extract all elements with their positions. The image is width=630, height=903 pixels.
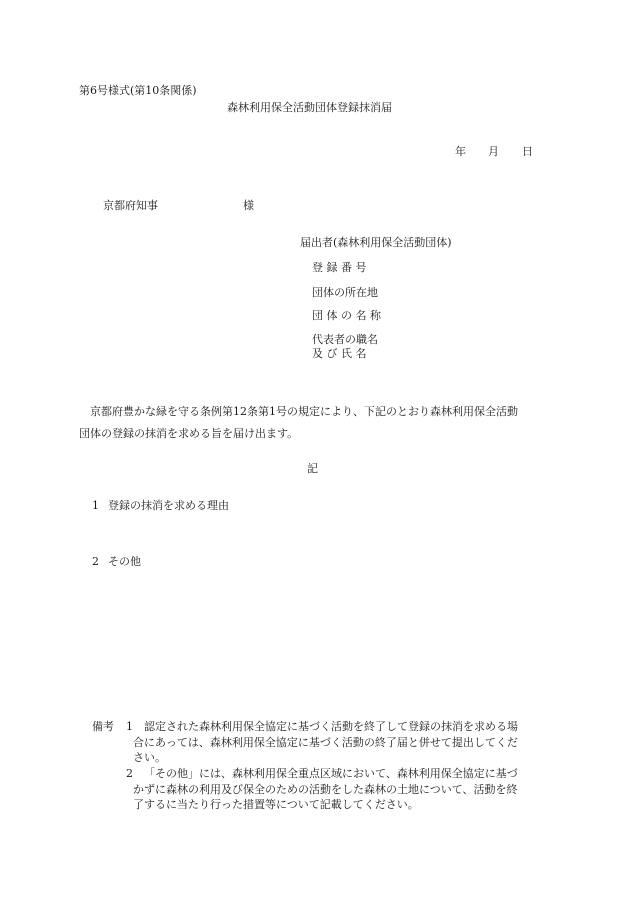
item-1-label: 登録の抹消を求める理由: [108, 499, 229, 512]
representative-name-label: 及 び 氏 名: [312, 347, 367, 360]
notes-heading: 備考: [92, 720, 114, 733]
note-1-number: 1: [126, 720, 133, 733]
note-2-number: 2: [126, 767, 133, 780]
note-2-line-3: 了するに当たり行った措置等について記載してください。: [133, 798, 419, 811]
note-1-line-3: さい。: [133, 751, 166, 764]
item-2-number: 2: [92, 555, 99, 568]
note-1-line-2: 合にあっては、森林利用保全協定に基づく活動の終了届と併せて提出してくだ: [133, 736, 518, 749]
addressee-name: 京都府知事: [103, 199, 158, 212]
item-2-label: その他: [108, 555, 141, 568]
item-1-number: 1: [92, 499, 99, 512]
body-line-1: 京都府豊かな緑を守る条例第12条第1号の規定により、下記のとおり森林利用保全活動: [79, 405, 518, 418]
date-day: 日: [522, 145, 533, 158]
representative-title-label: 代表者の職名: [312, 333, 378, 346]
body-line-2: 団体の登録の抹消を求める旨を届け出ます。: [79, 427, 299, 440]
group-address-label: 団体の所在地: [312, 286, 378, 299]
note-2-line-2: かずに森林の利用及び保全のための活動をした森林の土地について、活動を終: [133, 783, 518, 796]
note-2-line-1: 「その他」には、森林利用保全重点区域において、森林利用保全協定に基づ: [144, 767, 518, 780]
registration-number-label: 登 録 番 号: [312, 261, 367, 274]
addressee-honorific: 様: [243, 199, 254, 212]
document-title: 森林利用保全活動団体登録抹消届: [227, 101, 392, 114]
date-year: 年: [455, 145, 466, 158]
note-1-line-1: 認定された森林利用保全協定に基づく活動を終了して登録の抹消を求める場: [144, 720, 518, 733]
form-number: 第6号様式(第10条関係): [79, 84, 197, 97]
group-name-label: 団 体 の 名 称: [312, 309, 381, 322]
date-month: 月: [488, 145, 499, 158]
ki-heading: 記: [307, 462, 318, 475]
applicant-header: 届出者(森林利用保全活動団体): [300, 236, 452, 249]
